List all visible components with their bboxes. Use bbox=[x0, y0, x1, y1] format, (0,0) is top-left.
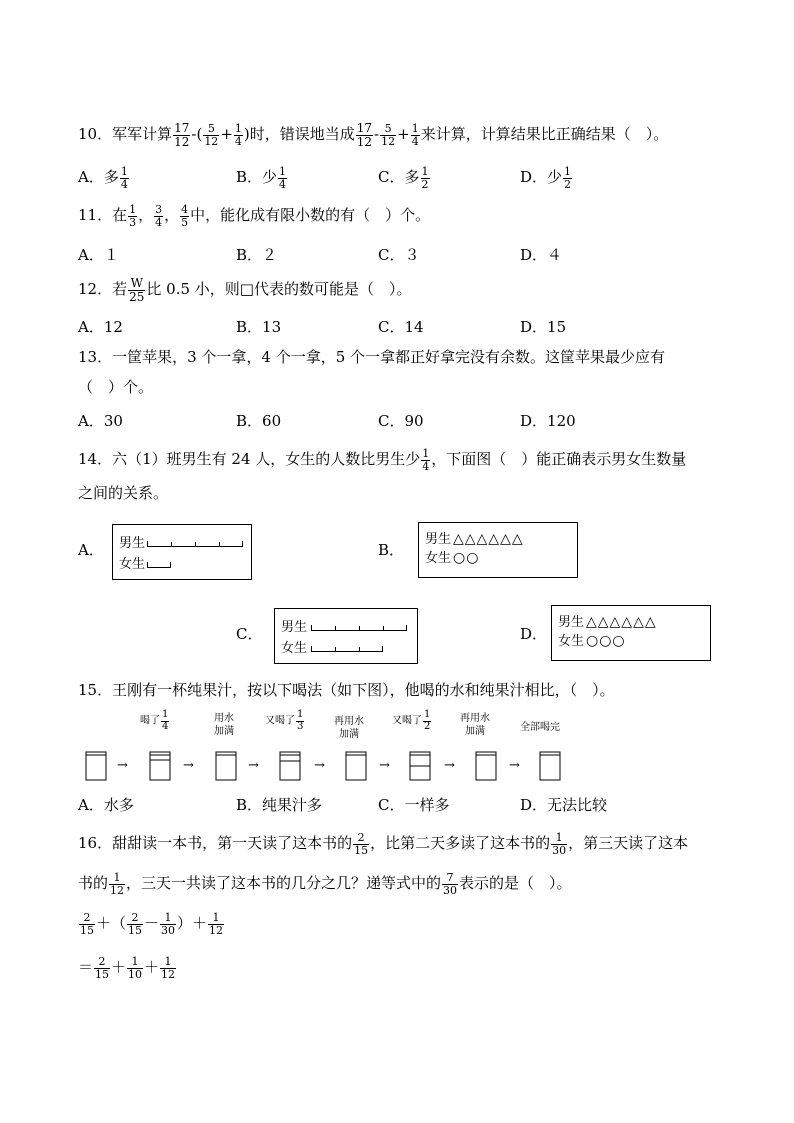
step7-caption: 全部喝完 bbox=[520, 722, 560, 733]
q15-option-c[interactable]: C．一样多 bbox=[378, 796, 450, 814]
q11-option-d[interactable]: D．４ bbox=[520, 246, 563, 264]
step6-caption: 再用水 加满 bbox=[460, 713, 490, 737]
fraction: $\frac{1}{4}$ bbox=[234, 122, 242, 148]
fraction: $\frac{1}{3}$ bbox=[129, 203, 137, 229]
fraction: $\frac{17}{12}$ bbox=[356, 121, 373, 149]
q15-option-a[interactable]: A．水多 bbox=[78, 796, 134, 814]
fraction: $\frac{7}{30}$ bbox=[443, 871, 458, 897]
fraction: $\frac{2}{15}$ bbox=[95, 955, 110, 981]
q16-stem-line2: 书的 $\frac{1}{12}$ ，三天一共读了这本书的几分之几？递等式中的 $\frac{7}{30}$ 表示的是（ ）。 bbox=[78, 871, 572, 897]
fraction: $\frac{1}{12}$ bbox=[110, 871, 125, 897]
triangle-icons: △△△△△△ bbox=[453, 531, 524, 547]
fraction: $\frac{1}{10}$ bbox=[128, 955, 143, 981]
q11-stem: 11．在 $\frac{1}{3}$ ， $\frac{3}{4}$ ， $\frac{4}{5}$ 中，能化成有限小数的有（ ）个。 bbox=[78, 203, 431, 229]
girls-label: 女生 bbox=[558, 634, 585, 649]
fraction: $\frac{5}{12}$ bbox=[204, 122, 219, 148]
fraction: $\frac{W}{25}$ bbox=[129, 276, 145, 304]
q10-stem: 10．军军计算 $\frac{17}{12}$ -( $\frac{5}{12}$ + $\frac{1}{4}$ )时，错误地当成 $\frac{17}{12}$ - $\frac{5}{12}$ + $\frac{1}{4}$ 来计算，计算结果比正确结果（ ）。 bbox=[78, 121, 669, 149]
q14-option-a-label[interactable]: A． bbox=[78, 541, 104, 559]
boys-label: 男生 bbox=[281, 620, 308, 635]
triangle-icons: △△△△△△ bbox=[586, 614, 657, 630]
q14-stem-line1: 14．六（1）班男生有 24 人，女生的人数比男生少 $\frac{1}{4}$ ，下面图（ ）能正确表示男女生数量 bbox=[78, 447, 687, 473]
tick bbox=[219, 542, 220, 547]
fraction: $\frac{2}{15}$ bbox=[80, 911, 94, 937]
girls-label: 女生 bbox=[281, 641, 308, 656]
fraction: $\frac{1}{12}$ bbox=[209, 911, 224, 937]
q14-diagram-c[interactable] bbox=[274, 608, 418, 664]
step3-caption: 又喝了 $\frac{1}{3}$ bbox=[265, 709, 304, 732]
q12-option-c[interactable]: C．14 bbox=[378, 318, 424, 336]
q14-option-d-label[interactable]: D． bbox=[520, 625, 548, 643]
girls-label: 女生 bbox=[119, 557, 146, 572]
arrow-icon: → bbox=[183, 758, 194, 773]
q12-stem: 12．若 $\frac{W}{25}$ 比 0.5 小，则□代表的数可能是（ ）。 bbox=[78, 276, 412, 304]
fraction: $\frac{1}{4}$ bbox=[120, 165, 128, 191]
q11-option-b[interactable]: B．２ bbox=[236, 246, 278, 264]
fraction: $\frac{2}{15}$ bbox=[354, 831, 369, 857]
q14-diagram-b[interactable] bbox=[418, 522, 578, 578]
q10-option-a[interactable]: A．多 $\frac{1}{4}$ bbox=[78, 165, 128, 191]
q16-equation-line2: ＝ $\frac{2}{15}$ ＋ $\frac{1}{10}$ ＋ $\frac{1}{12}$ bbox=[78, 955, 176, 981]
q14-option-b-label[interactable]: B． bbox=[378, 541, 405, 559]
q11-option-c[interactable]: C．３ bbox=[378, 246, 420, 264]
q15-stem: 15．王刚有一杯纯果汁，按以下喝法（如下图），他喝的水和纯果汁相比，（ ）。 bbox=[78, 681, 615, 699]
q13-option-b[interactable]: B．60 bbox=[236, 412, 282, 430]
q13-option-c[interactable]: C．90 bbox=[378, 412, 424, 430]
step5-caption: 又喝了 $\frac{1}{2}$ bbox=[392, 709, 431, 732]
tick bbox=[359, 647, 360, 652]
arrow-icon: → bbox=[117, 758, 128, 773]
boys-label: 男生 bbox=[425, 532, 452, 547]
fraction: $\frac{1}{30}$ bbox=[552, 831, 567, 857]
arrow-icon: → bbox=[444, 758, 455, 773]
q12-option-d[interactable]: D．15 bbox=[520, 318, 567, 336]
tick bbox=[359, 626, 360, 631]
q15-option-b[interactable]: B．纯果汁多 bbox=[236, 796, 323, 814]
q14-diagram-a[interactable] bbox=[112, 524, 252, 580]
fraction: $\frac{1}{12}$ bbox=[161, 955, 176, 981]
fraction: $\frac{2}{15}$ bbox=[128, 911, 143, 937]
q15-option-d[interactable]: D．无法比较 bbox=[520, 796, 608, 814]
q10-option-b[interactable]: B．少 $\frac{1}{4}$ bbox=[236, 165, 287, 191]
fraction: $\frac{1}{2}$ bbox=[421, 165, 429, 191]
step1-caption: 喝了 $\frac{1}{4}$ bbox=[140, 709, 169, 732]
arrow-icon: → bbox=[379, 758, 390, 773]
boys-label: 男生 bbox=[558, 615, 585, 630]
q11-option-a[interactable]: A．１ bbox=[78, 246, 119, 264]
q13-stem-line2: （ ）个。 bbox=[78, 378, 154, 396]
fraction: $\frac{1}{4}$ bbox=[422, 447, 430, 473]
fraction: $\frac{1}{30}$ bbox=[161, 911, 176, 937]
q13-option-d[interactable]: D．120 bbox=[520, 412, 576, 430]
q14-diagram-d[interactable] bbox=[551, 605, 711, 661]
boys-label: 男生 bbox=[119, 536, 146, 551]
fraction: $\frac{1}{4}$ bbox=[411, 122, 419, 148]
fraction: $\frac{1}{4}$ bbox=[279, 165, 287, 191]
step2-caption: 用水 加满 bbox=[214, 713, 234, 737]
arrow-icon: → bbox=[509, 758, 520, 773]
tick bbox=[335, 626, 336, 631]
tick bbox=[383, 626, 384, 631]
q16-stem-line1: 16．甜甜读一本书，第一天读了这本书的 $\frac{2}{15}$ ，比第二天多读了这本书的 $\frac{1}{30}$ ，第三天读了这本 bbox=[78, 831, 689, 857]
circle-icons: ○○○ bbox=[586, 633, 626, 649]
step4-caption: 再用水 加满 bbox=[334, 716, 364, 740]
fraction: $\frac{5}{12}$ bbox=[381, 122, 396, 148]
q10-option-c[interactable]: C．多 $\frac{1}{2}$ bbox=[378, 165, 429, 191]
girls-segment-bar bbox=[147, 562, 171, 568]
tick bbox=[195, 542, 196, 547]
fraction: $\frac{1}{2}$ bbox=[564, 165, 572, 191]
arrow-icon: → bbox=[314, 758, 325, 773]
fraction: $\frac{4}{5}$ bbox=[181, 203, 189, 229]
q13-option-a[interactable]: A．30 bbox=[78, 412, 123, 430]
cups-sequence bbox=[78, 748, 578, 784]
q16-equation-line1: $\frac{2}{15}$ ＋（ $\frac{2}{15}$ － $\frac{1}{30}$ ）＋ $\frac{1}{12}$ bbox=[80, 911, 224, 937]
q12-option-a[interactable]: A．12 bbox=[78, 318, 123, 336]
arrow-icon: → bbox=[248, 758, 259, 773]
q14-option-c-label[interactable]: C． bbox=[236, 625, 263, 643]
tick bbox=[335, 647, 336, 652]
circle-icons: ○○ bbox=[453, 550, 480, 566]
q12-option-b[interactable]: B．13 bbox=[236, 318, 282, 336]
tick bbox=[171, 542, 172, 547]
q13-stem-line1: 13．一筐苹果，3 个一拿，4 个一拿，5 个一拿都正好拿完没有余数。这筐苹果最少应有 bbox=[78, 348, 666, 366]
girls-label: 女生 bbox=[425, 551, 452, 566]
fraction: $\frac{17}{12}$ bbox=[174, 121, 190, 149]
q10-option-d[interactable]: D．少 $\frac{1}{2}$ bbox=[520, 165, 572, 191]
fraction: $\frac{3}{4}$ bbox=[155, 203, 163, 229]
girls-segment-bar bbox=[311, 646, 383, 652]
q14-stem-line2: 之间的关系。 bbox=[78, 484, 169, 502]
